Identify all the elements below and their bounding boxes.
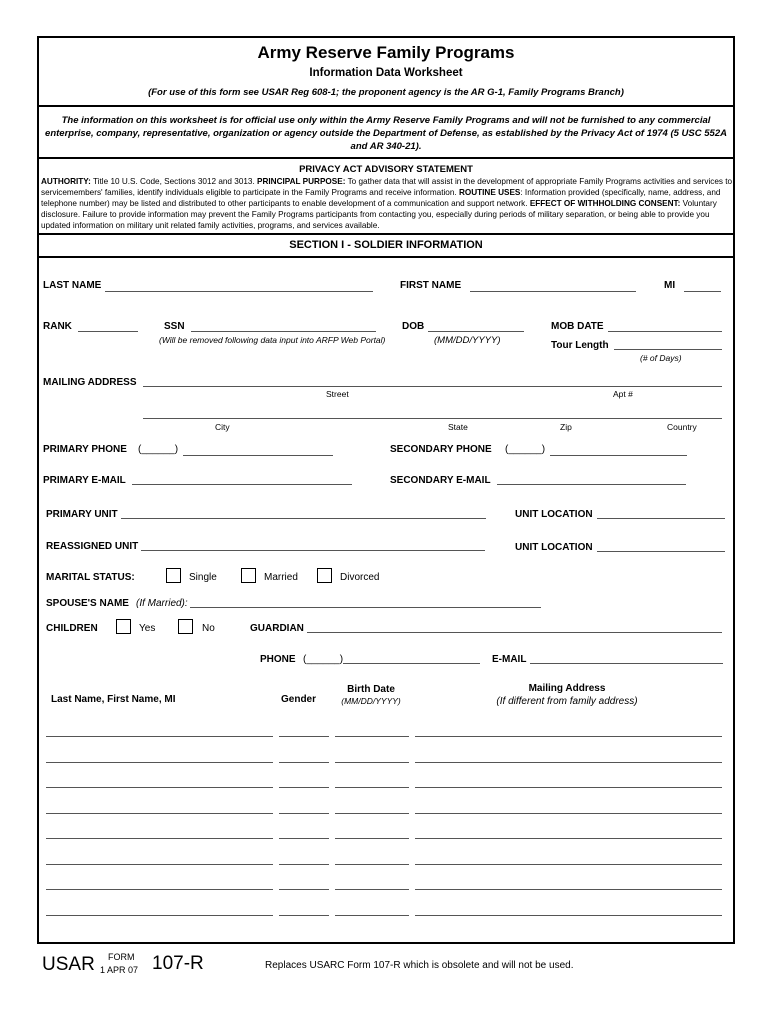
- footer-usar: USAR: [42, 954, 95, 975]
- first-name-label: FIRST NAME: [400, 280, 462, 291]
- city-caption: City: [215, 422, 230, 432]
- guardian-area-code[interactable]: (______): [303, 654, 344, 665]
- email-label: E-MAIL: [492, 654, 527, 665]
- child-mailing-field[interactable]: [415, 762, 722, 763]
- guardian-field[interactable]: [307, 632, 722, 633]
- married-checkbox[interactable]: [241, 568, 256, 583]
- child-name-header: Last Name, First Name, MI: [51, 694, 176, 705]
- divider: [39, 233, 733, 235]
- footer-form-number: 107-R: [152, 953, 204, 974]
- child-name-field[interactable]: [46, 864, 273, 865]
- authority-text: Title 10 U.S. Code, Sections 3012 and 3013.: [90, 177, 258, 186]
- first-name-field[interactable]: [470, 291, 636, 292]
- child-birth-date-field[interactable]: [335, 736, 409, 737]
- children-label: CHILDREN: [46, 623, 98, 634]
- rank-label: RANK: [43, 321, 72, 332]
- child-gender-field[interactable]: [279, 736, 329, 737]
- primary-unit-field[interactable]: [121, 518, 486, 519]
- child-mailing-field[interactable]: [415, 813, 722, 814]
- child-mailing-field[interactable]: [415, 915, 722, 916]
- mailing-note: (If different from family address): [496, 696, 638, 707]
- privacy-heading: PRIVACY ACT ADVISORY STATEMENT: [299, 164, 473, 175]
- spouse-note: (If Married):: [136, 598, 188, 609]
- married-option: Married: [264, 572, 298, 583]
- gender-header: Gender: [281, 694, 317, 705]
- routine-label: ROUTINE USES: [458, 188, 521, 197]
- child-name-field[interactable]: [46, 813, 273, 814]
- no-option: No: [202, 623, 215, 634]
- children-yes-checkbox[interactable]: [116, 619, 131, 634]
- child-name-field[interactable]: [46, 762, 273, 763]
- spouse-name-field[interactable]: [190, 607, 541, 608]
- unit-location-field-2[interactable]: [597, 551, 725, 552]
- secondary-email-label: SECONDARY E-MAIL: [390, 475, 491, 486]
- child-gender-field[interactable]: [279, 787, 329, 788]
- single-checkbox[interactable]: [166, 568, 181, 583]
- reassigned-unit-field[interactable]: [141, 550, 485, 551]
- child-name-field[interactable]: [46, 736, 273, 737]
- reassigned-unit-label: REASSIGNED UNIT: [46, 541, 139, 552]
- child-mailing-field[interactable]: [415, 838, 722, 839]
- street-field[interactable]: [143, 386, 722, 387]
- divorced-checkbox[interactable]: [317, 568, 332, 583]
- divider: [39, 256, 733, 258]
- single-option: Single: [189, 572, 217, 583]
- child-name-field[interactable]: [46, 915, 273, 916]
- mi-label: MI: [664, 280, 676, 291]
- child-birth-date-field[interactable]: [335, 915, 409, 916]
- authority-label: AUTHORITY:: [41, 177, 91, 186]
- rank-field[interactable]: [78, 331, 138, 332]
- child-name-field[interactable]: [46, 838, 273, 839]
- child-birth-date-field[interactable]: [335, 787, 409, 788]
- effect-label: EFFECT OF WITHHOLDING CONSENT:: [529, 199, 681, 208]
- child-gender-field[interactable]: [279, 915, 329, 916]
- tour-note: (# of Days): [640, 353, 682, 363]
- purpose-label: PRINCIPAL PURPOSE:: [257, 177, 346, 186]
- guardian-phone-field[interactable]: [343, 663, 480, 664]
- secondary-email-field[interactable]: [497, 484, 686, 485]
- country-caption: Country: [667, 422, 697, 432]
- guardian-email-field[interactable]: [530, 663, 723, 664]
- form-title: Army Reserve Family Programs: [257, 43, 515, 62]
- mob-date-field[interactable]: [608, 331, 722, 332]
- child-gender-field[interactable]: [279, 762, 329, 763]
- phone-label: PHONE: [260, 654, 296, 665]
- guardian-label: GUARDIAN: [250, 623, 304, 634]
- footer-form-date: 1 APR 07: [100, 965, 139, 975]
- child-gender-field[interactable]: [279, 889, 329, 890]
- birth-date-header: Birth Date: [347, 684, 395, 695]
- city-state-field[interactable]: [143, 418, 722, 419]
- usage-note: (For use of this form see USAR Reg 608-1; the proponent agency is the AR G-1, Family Programs Branch): [148, 87, 624, 98]
- purpose-text: To gather data that will assist in the development of appropriate Family Programs activities and services to servicemembers' families, identify individuals eligible to participate in the Family Programs and receive information.: [41, 177, 733, 197]
- tour-length-field[interactable]: [614, 349, 722, 350]
- child-mailing-field[interactable]: [415, 787, 722, 788]
- child-mailing-field[interactable]: [415, 889, 722, 890]
- apt-caption: Apt #: [613, 389, 633, 399]
- child-mailing-field[interactable]: [415, 736, 722, 737]
- birth-date-format: (MM/DD/YYYY): [341, 696, 401, 706]
- unit-location-field[interactable]: [597, 518, 725, 519]
- secondary-phone-field[interactable]: [550, 455, 687, 456]
- children-no-checkbox[interactable]: [178, 619, 193, 634]
- tour-length-label: Tour Length: [551, 340, 609, 351]
- marital-status-label: MARITAL STATUS:: [46, 572, 135, 583]
- child-birth-date-field[interactable]: [335, 864, 409, 865]
- spouse-name-label: SPOUSE'S NAME: [46, 598, 129, 609]
- state-caption: State: [448, 422, 468, 432]
- mailing-address-label: MAILING ADDRESS: [43, 377, 137, 388]
- privacy-statement: [41, 176, 733, 231]
- dob-field[interactable]: [428, 331, 524, 332]
- ssn-label: SSN: [164, 321, 185, 332]
- unit-location-label: UNIT LOCATION: [515, 509, 593, 520]
- child-mailing-field[interactable]: [415, 864, 722, 865]
- ssn-note: (Will be removed following data input into ARFP Web Portal): [159, 335, 386, 345]
- mob-date-label: MOB DATE: [551, 321, 604, 332]
- form-subtitle: Information Data Worksheet: [309, 67, 463, 79]
- child-name-field[interactable]: [46, 889, 273, 890]
- footer-form: FORM: [108, 952, 135, 962]
- street-caption: Street: [326, 389, 349, 399]
- unit-location-label-2: UNIT LOCATION: [515, 542, 593, 553]
- effect-text: Voluntary disclosure. Failure to provide information may prevent the Family Programs participants from contacting you, especially during periods of military separation, or being able to provide you updated information on military unit related family activities, programs, and services available.: [41, 199, 717, 230]
- secondary-phone-label: SECONDARY PHONE: [390, 444, 492, 455]
- zip-caption: Zip: [560, 422, 572, 432]
- child-birth-date-field[interactable]: [335, 762, 409, 763]
- child-gender-field[interactable]: [279, 864, 329, 865]
- primary-area-code[interactable]: (______): [138, 444, 179, 455]
- dob-label: DOB: [402, 321, 425, 332]
- primary-phone-label: PRIMARY PHONE: [43, 444, 127, 455]
- section-heading: SECTION I - SOLDIER INFORMATION: [289, 239, 483, 251]
- primary-unit-label: PRIMARY UNIT: [46, 509, 118, 520]
- footer-replaces: Replaces USARC Form 107-R which is obsolete and will not be used.: [265, 960, 574, 971]
- last-name-label: LAST NAME: [43, 280, 102, 291]
- child-birth-date-field[interactable]: [335, 813, 409, 814]
- yes-option: Yes: [139, 623, 156, 634]
- primary-phone-field[interactable]: [183, 455, 333, 456]
- divider: [39, 105, 733, 107]
- mailing-header: Mailing Address: [528, 683, 606, 694]
- dob-format: (MM/DD/YYYY): [434, 335, 501, 346]
- last-name-field[interactable]: [105, 291, 373, 292]
- primary-email-label: PRIMARY E-MAIL: [43, 475, 126, 486]
- mi-field[interactable]: [684, 291, 721, 292]
- routine-text: : Information provided (specifically, name, address, and telephone number) may be listed and distributed to other participants to enable development of a communication and support network.: [41, 188, 721, 208]
- primary-email-field[interactable]: [132, 484, 352, 485]
- ssn-field[interactable]: [191, 331, 376, 332]
- child-gender-field[interactable]: [279, 813, 329, 814]
- divider: [39, 157, 733, 159]
- child-birth-date-field[interactable]: [335, 838, 409, 839]
- child-name-field[interactable]: [46, 787, 273, 788]
- child-birth-date-field[interactable]: [335, 889, 409, 890]
- child-gender-field[interactable]: [279, 838, 329, 839]
- secondary-area-code[interactable]: (______): [505, 444, 546, 455]
- official-use-notice: The information on this worksheet is for official use only within the Army Reserve Family Programs and will not be furnished to any commercial enterprise, company, representative, organization or agency outside the Department of Defense, as established by the Privacy Act of 1974 (5 USC 552A and AR 340-21).: [45, 115, 727, 152]
- divorced-option: Divorced: [340, 572, 380, 583]
